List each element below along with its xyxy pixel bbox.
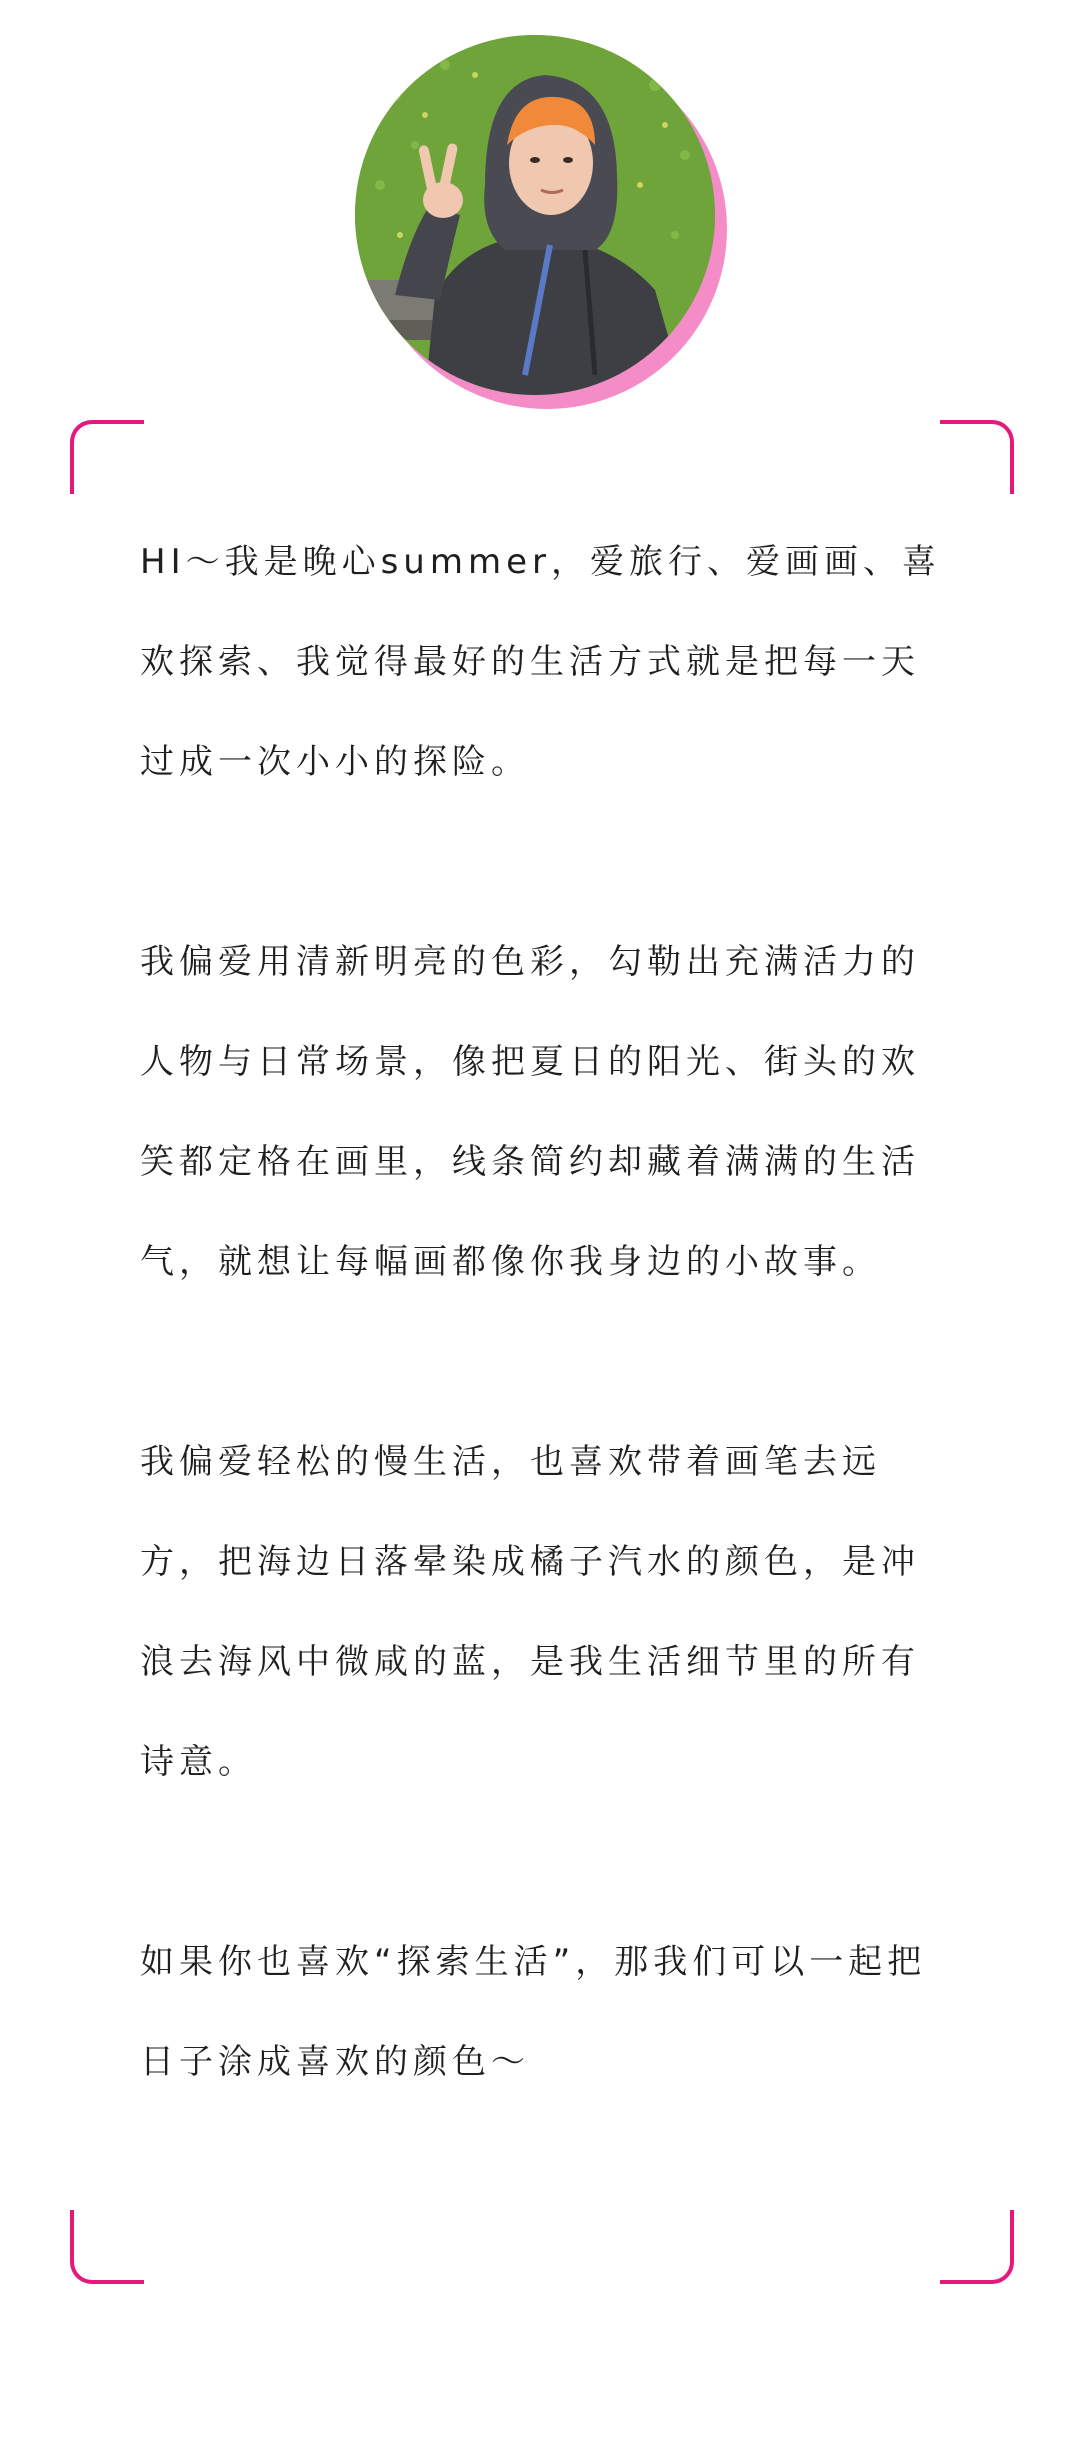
- intro-text-block: [140, 512, 950, 2112]
- paragraph-lifestyle: 我偏爱轻松的慢生活，也喜欢带着画笔去远方，把海边日落晕染成橘子汽水的颜色，是冲浪去海风中微咸的蓝，是我生活细节里的所有诗意。: [140, 1442, 920, 1782]
- paragraph-intro: HI～我是晚心summer，爱旅行、爱画画、喜欢探索、我觉得最好的生活方式就是把每一天过成一次小小的探险。: [140, 542, 941, 782]
- top-right-bracket: [940, 420, 1014, 494]
- bottom-left-bracket: [70, 2210, 144, 2284]
- bottom-right-bracket: [940, 2210, 1014, 2284]
- paragraph-invitation: 如果你也喜欢“探索生活”，那我们可以一起把日子涂成喜欢的颜色～: [140, 1942, 927, 2082]
- top-left-bracket: [70, 420, 144, 494]
- person-photo-icon: [355, 35, 715, 395]
- paragraph-art-style: 我偏爱用清新明亮的色彩，勾勒出充满活力的人物与日常场景，像把夏日的阳光、街头的欢笑都定格在画里，线条简约却藏着满满的生活气，就想让每幅画都像你我身边的小故事。: [140, 942, 920, 1282]
- profile-avatar: [355, 35, 735, 415]
